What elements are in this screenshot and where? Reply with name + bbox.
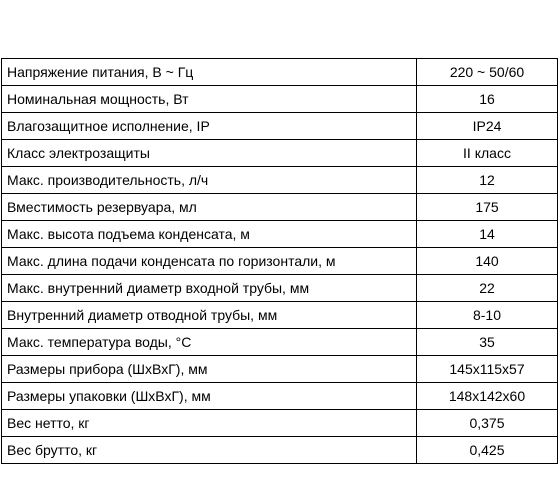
table-row bbox=[2, 410, 558, 437]
param-cell: Макс. длина подачи конденсата по горизонтали, м bbox=[2, 248, 417, 275]
param-cell: Макс. производительность, л/ч bbox=[2, 167, 417, 194]
param-cell: Вес брутто, кг bbox=[2, 437, 417, 464]
param-cell: Размеры прибора (ШхВхГ), мм bbox=[2, 356, 417, 383]
value-cell: 148x142x60 bbox=[417, 383, 558, 410]
table-row bbox=[2, 140, 558, 167]
table-row bbox=[2, 329, 558, 356]
table-row bbox=[2, 356, 558, 383]
value-cell: II класс bbox=[417, 140, 558, 167]
value-cell: 140 bbox=[417, 248, 558, 275]
param-cell: Напряжение питания, В ~ Гц bbox=[2, 59, 417, 86]
param-cell: Влагозащитное исполнение, IP bbox=[2, 113, 417, 140]
value-cell: 8-10 bbox=[417, 302, 558, 329]
table-row bbox=[2, 194, 558, 221]
spec-table bbox=[1, 58, 558, 464]
param-cell: Макс. температура воды, °С bbox=[2, 329, 417, 356]
value-cell: 0,375 bbox=[417, 410, 558, 437]
table-row bbox=[2, 221, 558, 248]
value-cell: 35 bbox=[417, 329, 558, 356]
table-row bbox=[2, 437, 558, 464]
param-cell: Вместимость резервуара, мл bbox=[2, 194, 417, 221]
table-row bbox=[2, 86, 558, 113]
value-cell: 22 bbox=[417, 275, 558, 302]
value-cell: 16 bbox=[417, 86, 558, 113]
value-cell: 0,425 bbox=[417, 437, 558, 464]
table-row bbox=[2, 113, 558, 140]
value-cell: 145x115x57 bbox=[417, 356, 558, 383]
param-cell: Размеры упаковки (ШхВхГ), мм bbox=[2, 383, 417, 410]
table-row bbox=[2, 59, 558, 86]
value-cell: 12 bbox=[417, 167, 558, 194]
table-row bbox=[2, 383, 558, 410]
param-cell: Класс электрозащиты bbox=[2, 140, 417, 167]
param-cell: Номинальная мощность, Вт bbox=[2, 86, 417, 113]
table-row bbox=[2, 167, 558, 194]
table-row bbox=[2, 275, 558, 302]
value-cell: 14 bbox=[417, 221, 558, 248]
table-row bbox=[2, 302, 558, 329]
param-cell: Внутренний диаметр отводной трубы, мм bbox=[2, 302, 417, 329]
param-cell: Макс. внутренний диаметр входной трубы, мм bbox=[2, 275, 417, 302]
table-row bbox=[2, 248, 558, 275]
value-cell: 175 bbox=[417, 194, 558, 221]
param-cell: Макс. высота подъема конденсата, м bbox=[2, 221, 417, 248]
value-cell: 220 ~ 50/60 bbox=[417, 59, 558, 86]
param-cell: Вес нетто, кг bbox=[2, 410, 417, 437]
value-cell: IP24 bbox=[417, 113, 558, 140]
